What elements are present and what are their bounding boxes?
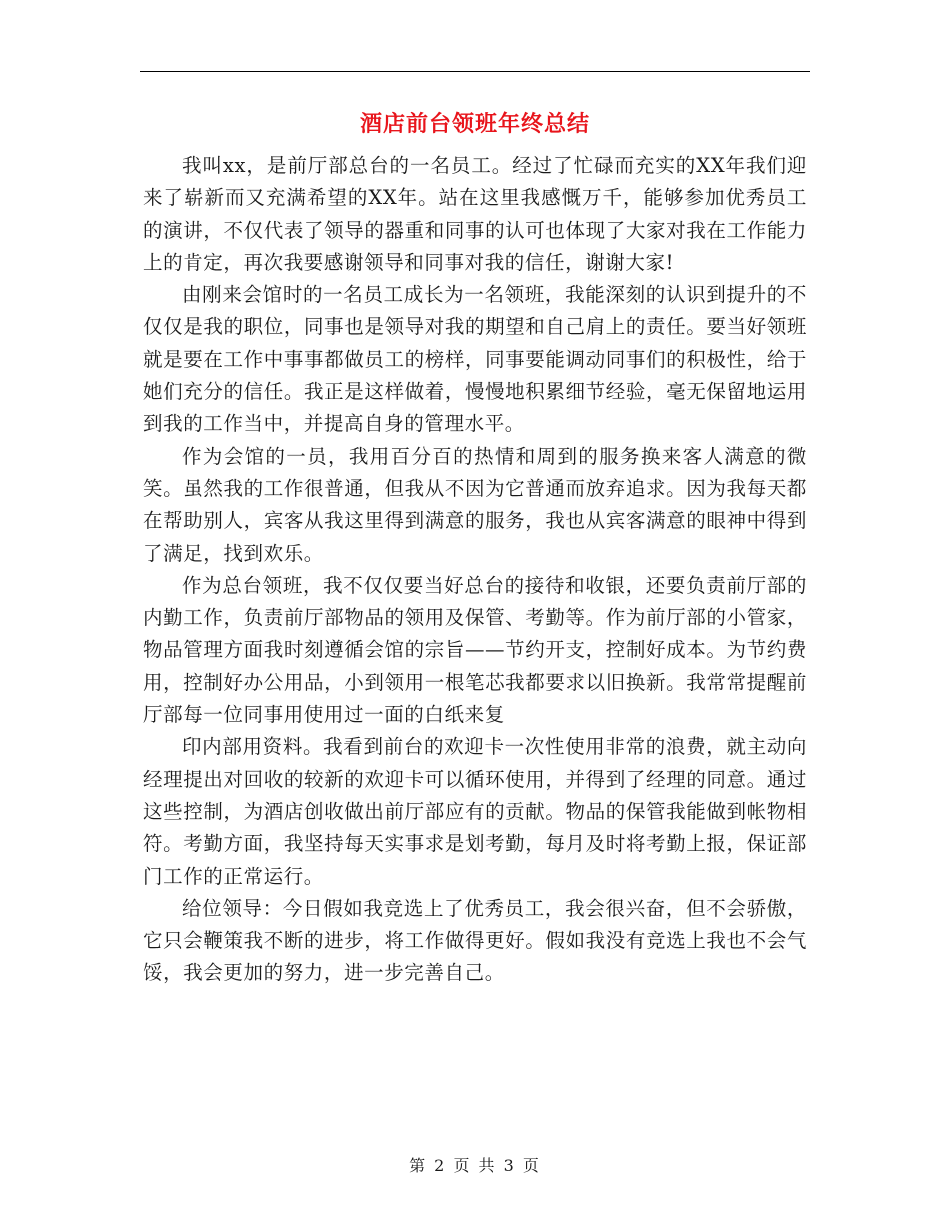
page-number: 第 2 页 共 3 页 [409,1156,541,1175]
paragraph-closing: 给位领导：今日假如我竞选上了优秀员工，我会很兴奋，但不会骄傲，它只会鞭策我不断的进步，将工作做得更好。假如我没有竞选上我也不会气馁，我会更加的努力，进一步完善自己。 [143,896,807,985]
paragraph-cost-control: 印内部用资料。我看到前台的欢迎卡一次性使用非常的浪费，就主动向经理提出对回收的较新的欢迎卡可以循环使用，并得到了经理的同意。通过这些控制，为酒店创收做出前厅部应有的贡献。物品的保管我能做到帐物相符。考勤方面，我坚持每天实事求是划考勤，每月及时将考勤上报，保证部门工作的正常运行。 [143,735,807,888]
document-title: 酒店前台领班年终总结 [359,111,590,137]
paragraph-service: 作为会馆的一员，我用百分百的热情和周到的服务换来客人满意的微笑。虽然我的工作很普通，但我从不因为它普通而放弃追求。因为我每天都在帮助别人，宾客从我这里得到满意的服务，我也从宾客满意的眼神中得到了满足，找到欢乐。 [143,444,807,565]
paragraph-growth: 由刚来会馆时的一名员工成长为一名领班，我能深刻的认识到提升的不仅仅是我的职位，同事也是领导对我的期望和自己肩上的责任。要当好领班就是要在工作中事事都做员工的榜样，同事要能调动同事们的积极性，给于她们充分的信任。我正是这样做着，慢慢地积累细节经验，毫无保留地运用到我的工作当中，并提高自身的管理水平。 [143,283,807,436]
paragraph-intro: 我叫xx，是前厅部总台的一名员工。经过了忙碌而充实的XX年我们迎来了崭新而又充满希望的XX年。站在这里我感慨万千，能够参加优秀员工的演讲，不仅代表了领导的器重和同事的认可也体现了大家对我在工作能力上的肯定，再次我要感谢领导和同事对我的信任，谢谢大家! [143,154,807,274]
document-body [143,150,807,990]
paragraph-duties: 作为总台领班，我不仅仅要当好总台的接待和收银，还要负责前厅部的内勤工作，负责前厅部物品的领用及保管、考勤等。作为前厅部的小管家，物品管理方面我时刻遵循会馆的宗旨——节约开支，控制好成本。为节约费用，控制好办公用品，小到领用一根笔芯我都要求以旧换新。我常常提醒前厅部每一位同事用使用过一面的白纸来复 [143,573,807,727]
header-rule [140,71,810,72]
